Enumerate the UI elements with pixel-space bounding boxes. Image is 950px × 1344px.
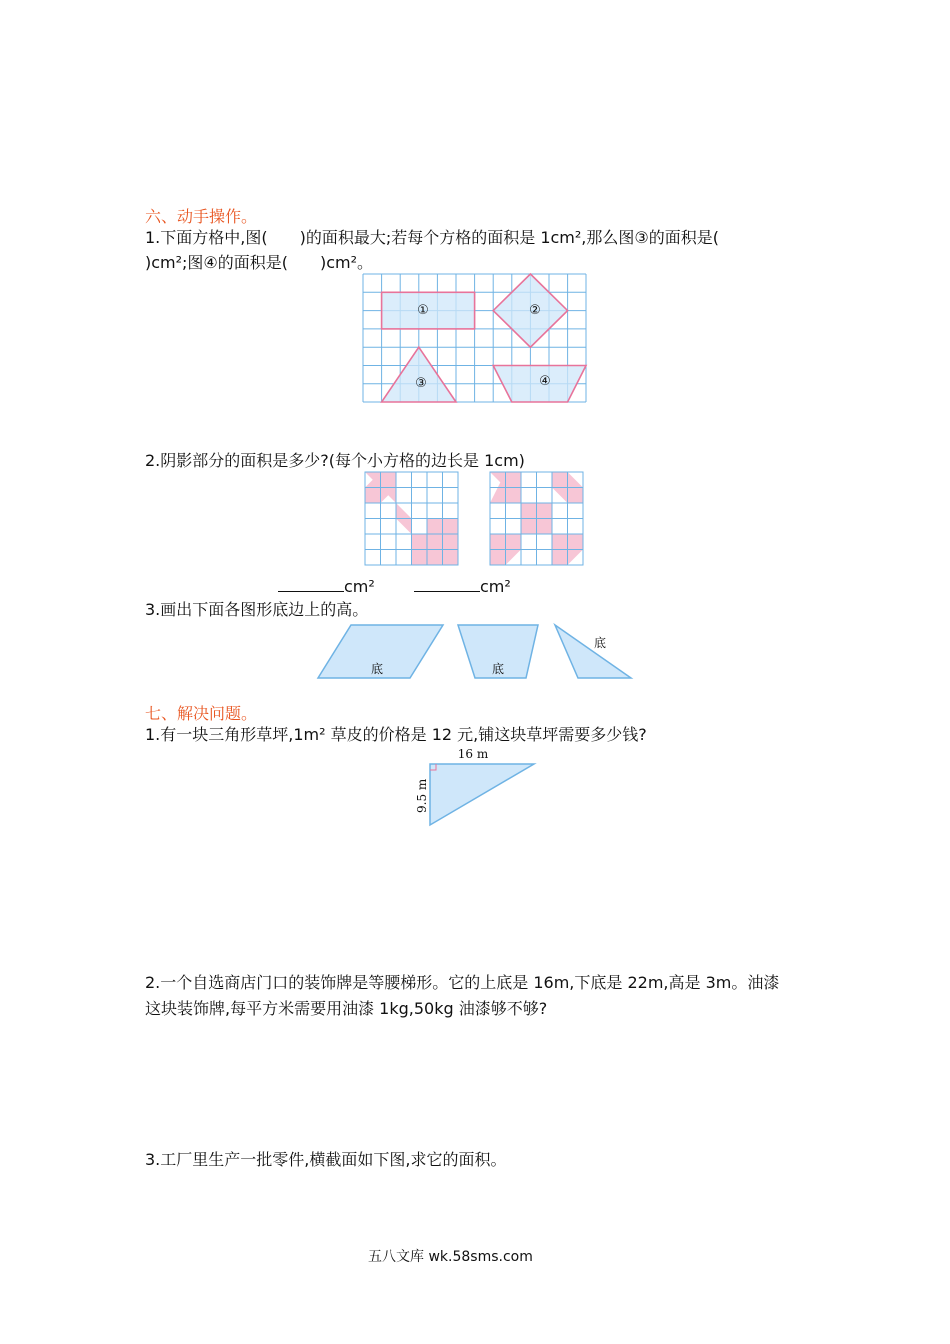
base-label-1: 底	[371, 662, 384, 676]
triangle-top-label: 16 m	[457, 747, 489, 761]
shape-3-triangle	[382, 347, 456, 402]
answer-blank-right	[414, 576, 511, 598]
shape-1-label: ①	[417, 303, 429, 318]
question-7-1: 1.有一块三角形草坪,1m² 草皮的价格是 12 元,铺这块草坪需要多少钱?	[145, 725, 647, 744]
base-label-3: 底	[594, 636, 607, 650]
lawn-triangle-figure	[410, 745, 550, 835]
question-6-1-line2: )cm²;图④的面积是( )cm²。	[145, 253, 374, 272]
right-triangle	[430, 764, 534, 825]
section-title-7: 七、解决问题。	[145, 704, 258, 723]
question-6-1-line1: 1.下面方格中,图( )的面积最大;若每个方格的面积是 1cm²,那么图③的面积是(	[145, 228, 719, 247]
question-6-3: 3.画出下面各图形底边上的高。	[145, 600, 369, 619]
shape-2-label: ②	[529, 303, 541, 318]
base-shapes-figure	[318, 622, 638, 682]
shaded-grid-left	[365, 472, 461, 568]
unit-label: cm²	[344, 577, 375, 596]
base-label-2: 底	[492, 662, 505, 676]
question-6-2: 2.阴影部分的面积是多少?(每个小方格的边长是 1cm)	[145, 451, 525, 470]
unit-label: cm²	[480, 577, 511, 596]
answer-blank-left	[278, 576, 375, 598]
section-title-6: 六、动手操作。	[145, 207, 258, 226]
blank-line[interactable]	[414, 577, 480, 592]
shaded-grid-right	[490, 472, 586, 568]
question-7-3: 3.工厂里生产一批零件,横截面如下图,求它的面积。	[145, 1150, 507, 1169]
question-7-2-line2: 这块装饰牌,每平方米需要用油漆 1kg,50kg 油漆够不够?	[145, 999, 548, 1018]
question-7-2-line1: 2.一个自选商店门口的装饰牌是等腰梯形。它的上底是 16m,下底是 22m,高是 3m。油漆	[145, 973, 780, 992]
footer-watermark: 五八文库 wk.58sms.com	[368, 1249, 533, 1265]
blank-line[interactable]	[278, 577, 344, 592]
grid-figure-shapes	[363, 274, 587, 404]
shape-4-label: ④	[539, 374, 551, 389]
triangle-side-label: 9.5 m	[415, 778, 429, 813]
triangle	[555, 625, 631, 678]
shape-3-label: ③	[415, 376, 427, 391]
